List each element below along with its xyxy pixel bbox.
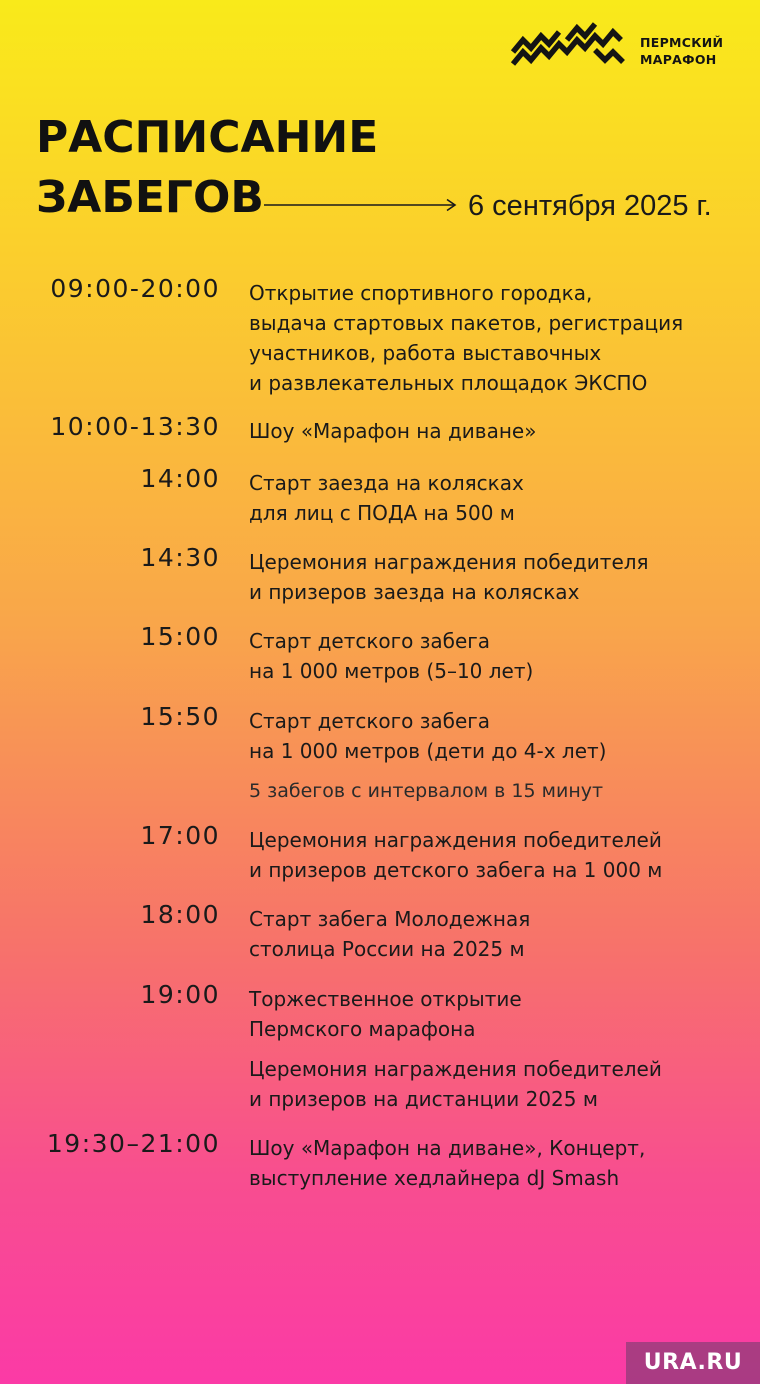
schedule-description xyxy=(249,626,749,686)
description-line: на 1 000 метров (дети до 4-х лет) xyxy=(249,739,607,763)
schedule-time: 15:00 xyxy=(140,622,220,651)
schedule-time: 18:00 xyxy=(140,900,220,929)
schedule-description xyxy=(249,825,749,885)
description-line: Церемония награждения победителя xyxy=(249,550,649,574)
description-line: Открытие спортивного городка, xyxy=(249,281,593,305)
schedule-time: 14:00 xyxy=(140,464,220,493)
schedule-time: 19:30–21:00 xyxy=(46,1129,220,1158)
schedule-time: 09:00-20:00 xyxy=(50,274,220,303)
schedule-description xyxy=(249,1133,749,1193)
description-line: Церемония награждения победителей xyxy=(249,828,662,852)
schedule-description xyxy=(249,547,749,607)
brand-logo xyxy=(510,22,730,72)
description-line: на 1 000 метров (5–10 лет) xyxy=(249,659,534,683)
schedule-time: 17:00 xyxy=(140,821,220,850)
description-line: и призеров заезда на колясках xyxy=(249,580,580,604)
description-line: Шоу «Марафон на диване» xyxy=(249,419,537,443)
description-line: Церемония награждения победителей xyxy=(249,1057,662,1081)
description-line: Пермского марафона xyxy=(249,1017,476,1041)
schedule-description xyxy=(249,416,749,446)
description-line: Старт детского забега xyxy=(249,629,491,653)
description-line: и призеров детского забега на 1 000 м xyxy=(249,858,663,882)
description-line: столица России на 2025 м xyxy=(249,937,525,961)
brand-name xyxy=(640,34,723,68)
schedule-time: 14:30 xyxy=(140,543,220,572)
description-line: Шоу «Марафон на диване», Концерт, xyxy=(249,1136,646,1160)
schedule-time: 10:00-13:30 xyxy=(50,412,220,441)
description-line: Старт забега Молодежная xyxy=(249,907,531,931)
schedule-description xyxy=(249,706,749,766)
brand-name-line2: МАРАФОН xyxy=(640,52,717,67)
schedule-time: 15:50 xyxy=(140,702,220,731)
description-line: для лиц с ПОДА на 500 м xyxy=(249,501,515,525)
marathon-zigzag-icon xyxy=(510,22,628,68)
schedule-description xyxy=(249,904,749,964)
schedule-description xyxy=(249,278,749,398)
page-title-line2: ЗАБЕГОВ xyxy=(36,172,264,223)
brand-name-line1: ПЕРМСКИЙ xyxy=(640,35,724,50)
description-line: Старт заезда на колясках xyxy=(249,471,524,495)
watermark: URA.RU xyxy=(626,1342,760,1384)
description-line: Торжественное открытие xyxy=(249,987,522,1011)
description-line: выдача стартовых пакетов, регистрация xyxy=(249,311,684,335)
schedule-description xyxy=(249,984,749,1114)
description-line: Старт детского забега xyxy=(249,709,491,733)
page-title-line1: РАСПИСАНИЕ xyxy=(36,112,379,163)
event-date: 6 сентября 2025 г. xyxy=(468,190,712,222)
schedule-note: 5 забегов с интервалом в 15 минут xyxy=(249,780,604,802)
schedule-time: 19:00 xyxy=(140,980,220,1009)
description-line: и призеров на дистанции 2025 м xyxy=(249,1087,598,1111)
description-line: и развлекательных площадок ЭКСПО xyxy=(249,371,648,395)
description-line: участников, работа выставочных xyxy=(249,341,602,365)
description-line: выступление хедлайнера dJ Smash xyxy=(249,1166,620,1190)
schedule-description xyxy=(249,468,749,528)
arrow-right-icon xyxy=(264,198,458,212)
